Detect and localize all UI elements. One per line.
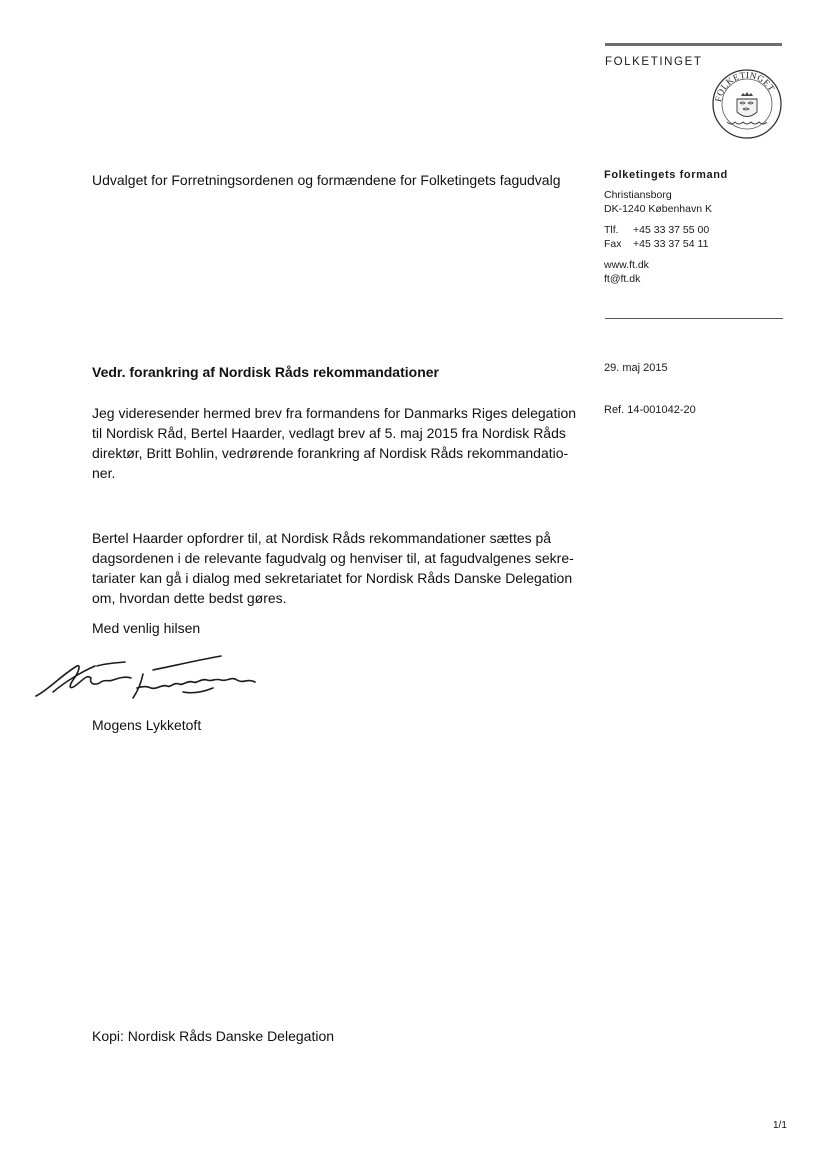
page-number: 1/1 xyxy=(773,1120,787,1131)
paragraph-2 xyxy=(92,528,582,608)
website-link[interactable]: www.ft.dk xyxy=(604,259,649,271)
handwritten-signature xyxy=(33,652,263,708)
fax-number: +45 33 37 54 11 xyxy=(633,238,709,250)
paragraph-1 xyxy=(92,403,582,483)
svg-text:FOLKETINGET: FOLKETINGET xyxy=(713,69,778,103)
reference-number: Ref. 14-001042-20 xyxy=(604,404,696,416)
paragraph-line: Jeg videresender hermed brev fra formandens for Danmarks Riges delegation xyxy=(92,405,577,421)
paragraph-line: direktør, Britt Bohlin, vedrørende forankring af Nordisk Råds rekommandatio- xyxy=(92,445,569,461)
address-line: DK-1240 København K xyxy=(604,203,712,215)
phone-row xyxy=(604,223,709,237)
letter-date: 29. maj 2015 xyxy=(604,362,668,374)
copy-recipient: Kopi: Nordisk Råds Danske Delegation xyxy=(92,1028,335,1044)
sidebar-rule xyxy=(605,318,783,319)
email-link[interactable]: ft@ft.dk xyxy=(604,273,641,285)
paragraph-line: til Nordisk Råd, Bertel Haarder, vedlagt brev af 5. maj 2015 fra Nordisk Råds xyxy=(92,425,566,441)
paragraph-line: dagsordenen i de relevante fagudvalg og henviser til, at fagudvalgenes sekre- xyxy=(92,550,574,566)
sender-title: Folketingets formand xyxy=(604,169,728,181)
paragraph-line: om, hvordan dette bedst gøres. xyxy=(92,590,287,606)
closing: Med venlig hilsen xyxy=(92,620,201,636)
header-rule xyxy=(605,43,782,46)
signer-name: Mogens Lykketoft xyxy=(92,717,202,733)
letter-subject: Vedr. forankring af Nordisk Råds rekommandationer xyxy=(92,364,439,380)
sender-web-block xyxy=(604,258,649,286)
phone-number: +45 33 37 55 00 xyxy=(633,224,710,236)
fax-row xyxy=(604,237,709,251)
paragraph-line: Bertel Haarder opfordrer til, at Nordisk Råds rekommandationer sættes på xyxy=(92,530,552,546)
phone-label: Tlf. xyxy=(604,224,619,236)
paragraph-line: tariater kan gå i dialog med sekretariatet for Nordisk Råds Danske Delegation xyxy=(92,570,573,586)
organization-name: FOLKETINGET xyxy=(605,56,703,68)
fax-label: Fax xyxy=(604,238,622,250)
address-line: Christiansborg xyxy=(604,189,672,201)
sender-phone-block xyxy=(604,223,709,251)
paragraph-line: ner. xyxy=(92,465,116,481)
folketinget-seal-logo xyxy=(711,68,783,140)
sender-address xyxy=(604,188,712,216)
recipient: Udvalget for Forretningsordenen og formændene for Folketingets fagudvalg xyxy=(92,172,561,188)
